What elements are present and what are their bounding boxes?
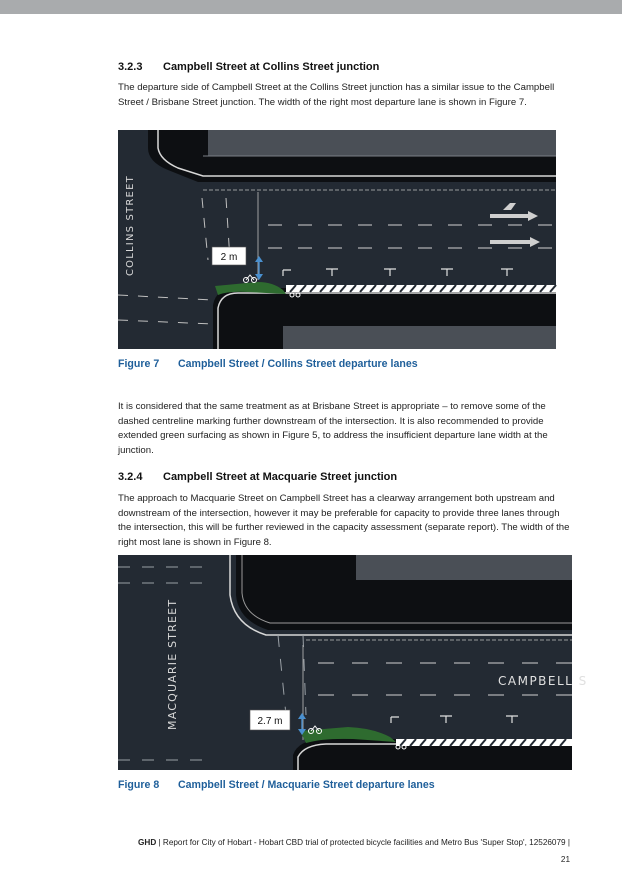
footer-text: | Report for City of Hobart - Hobart CBD trial of protected bicycle facilities and Metro Bus 'Super Stop', 12526079 | [156,838,570,847]
street-label: MACQUARIE STREET [166,598,179,730]
treatment-paragraph: It is considered that the same treatment as at Brisbane Street is appropriate – to remove some of the dashed centreline marking further downstream of the intersection. It is also recommended to provide extended green surfacing as shown in Figure 5, to address the insufficient departure lane width at the junction. [118,401,548,456]
street-label-campbell: CAMPBELL S [498,674,588,688]
measure-label: 2 m [220,252,238,263]
section-heading-3-2-4 [118,471,397,483]
measure-label: 2.7 m [257,716,283,727]
section-number: 3.2.4 [118,471,143,483]
section-number: 3.2.3 [118,61,143,73]
caption-text: Campbell Street / Collins Street departure lanes [178,358,418,370]
section-title: Campbell Street at Macquarie Street junction [163,471,398,483]
caption-number: Figure 8 [118,779,160,791]
section-3-2-4-paragraph: The approach to Macquarie Street on Campbell Street has a clearway arrangement both upstream and downstream of the intersection, however it may be preferable for capacity to provide three lanes through the intersection, this will be further reviewed in the capacity assessment (separate report). The width of the right most lane is shown in Figure 8. [118,493,570,548]
page-number: 21 [560,855,570,864]
section-heading-3-2-3 [118,61,379,73]
caption-number: Figure 7 [118,358,160,370]
page-footer [120,838,570,847]
footer-brand: GHD [138,838,157,847]
figure-8-caption [118,779,435,791]
section-title: Campbell Street at Collins Street junction [163,61,380,73]
caption-text: Campbell Street / Macquarie Street departure lanes [178,779,435,791]
page-header-bar [0,0,622,14]
figure-7-caption [118,358,418,370]
figure-8-image [118,555,588,770]
section-3-2-3-paragraph: The departure side of Campbell Street at the Collins Street junction has a similar issue to the Campbell Street / Brisbane Street junction. The width of the right most departure lane is shown in Figure 7. [118,82,555,108]
figure-7-image [118,130,556,349]
street-label: COLLINS STREET [125,175,136,276]
